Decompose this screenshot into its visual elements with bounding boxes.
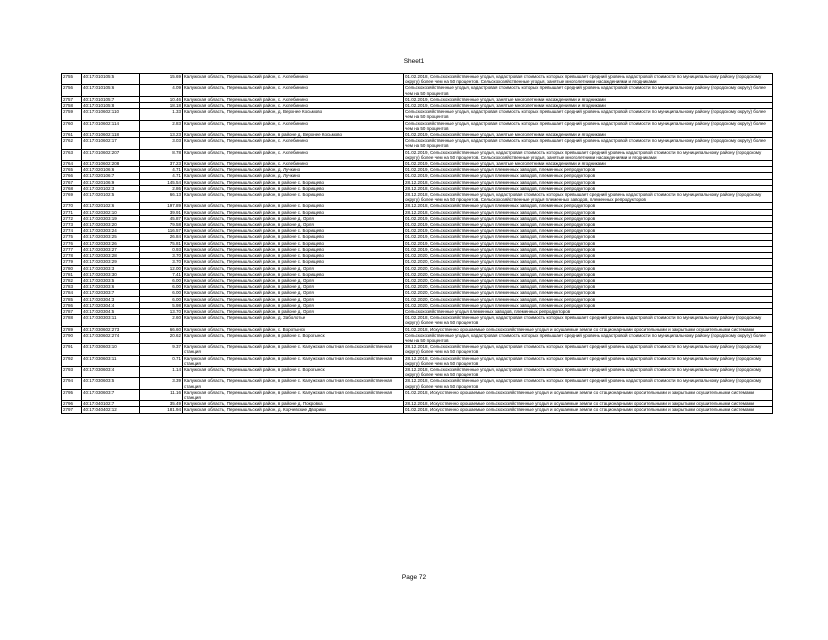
category-description-cell: 01.02.2018, Сельскохозяйственные угодья, кадастровая стоимость которых превышает средний уровень кадастровой стоимости по муниципальному району (городскому округу) более чем на 50 процентов. Сельскохозяйственные угодья, занятые многолетними насаждениями и ягодниками <box>404 74 773 85</box>
table-row <box>62 332 773 343</box>
category-description-cell: 01.02.2019, Сельскохозяйственные угодья, занятые многолетними насаждениями и ягодниками <box>404 103 773 109</box>
row-number-cell: 2797 <box>62 407 82 413</box>
row-number-cell: 2791 <box>62 344 82 355</box>
row-number-cell: 2794 <box>62 378 82 389</box>
cadastral-number-cell: 40:17:020304:3 <box>82 296 140 302</box>
category-description-cell: 01.02.2020, Сельскохозяйственные угодья племенных заводов, племенных репродукторов <box>404 265 773 271</box>
address-cell: Калужская область, Перемышльский район, в районе с. Борищево <box>183 179 404 185</box>
address-cell: Калужская область, Перемышльский район, в районе с. Калужская опытная сельскохозяйственная станция <box>183 355 404 366</box>
area-value-cell: 45.87 <box>140 215 183 221</box>
category-description-cell: 28.12.2018, Искусственно орошаемые сельскохозяйственные угодья и осушаемые земли со стационарными оросительными и закрытыми осушительными системами <box>404 401 773 407</box>
table-row <box>62 407 773 413</box>
category-description-cell: 01.02.2019, Сельскохозяйственные угодья племенных заводов, племенных репродукторов <box>404 240 773 246</box>
category-description-cell: 01.02.2020, Сельскохозяйственные угодья племенных заводов, племенных репродукторов <box>404 284 773 290</box>
address-cell: Калужская область, Перемышльский район, в районе с. Калужская опытная сельскохозяйственная станция <box>183 344 404 355</box>
address-cell: Калужская область, Перемышльский район, в районе д. Орля <box>183 222 404 228</box>
row-number-cell: 2795 <box>62 389 82 400</box>
category-description-cell: 01.02.2018, Искусственно орошаемые сельскохозяйственные угодья и осушаемые земли со стационарными оросительными и закрытыми осушительными системами <box>404 389 773 400</box>
cadastral-number-cell: 40:17:020303:7 <box>82 290 140 296</box>
cadastral-number-cell: 40:17:030303:11 <box>82 315 140 326</box>
category-description-cell: 01.02.2020, Сельскохозяйственные угодья племенных заводов, племенных репродукторов <box>404 271 773 277</box>
cadastral-number-cell: 40:17:010105:8 <box>82 103 140 109</box>
table-row <box>62 355 773 366</box>
row-number-cell: 2759 <box>62 109 82 120</box>
sheet-title: Sheet1 <box>403 58 425 65</box>
table-row <box>62 109 773 120</box>
cadastral-number-cell: 40:17:020106:9 <box>82 179 140 185</box>
row-number-cell: 2790 <box>62 332 82 343</box>
area-value-cell: 116.57 <box>140 228 183 234</box>
row-number-cell: 2761 <box>62 132 82 138</box>
address-cell: Калужская область, Перемышльский район, в районе д. Орля <box>183 215 404 221</box>
category-description-cell: 28.12.2018, Сельскохозяйственные угодья, кадастровая стоимость которых превышает средний уровень кадастровой стоимости по муниципальному району (городскому округу) более чем на 50 процентов <box>404 344 773 355</box>
area-value-cell: 1.14 <box>140 366 183 377</box>
area-value-cell: 13.23 <box>140 132 183 138</box>
cadastral-number-cell: 40:17:010602:207 <box>82 149 140 160</box>
row-number-cell: 2788 <box>62 315 82 326</box>
area-value-cell: 9.37 <box>140 344 183 355</box>
address-cell: Калужская область, Перемышльский район, в районе д. Орля <box>183 284 404 290</box>
area-value-cell: 75.81 <box>140 240 183 246</box>
address-cell: Калужская область, Перемышльский район, в районе д. Орля <box>183 290 404 296</box>
row-number-cell: 2786 <box>62 302 82 308</box>
cadastral-number-cell: 40:17:020303:3 <box>82 265 140 271</box>
category-description-cell: 28.12.2018, Сельскохозяйственные угодья племенных заводов, племенных репродукторов <box>404 209 773 215</box>
address-cell: Калужская область, Перемышльский район, в районе д. Верхнее Косьмово <box>183 132 404 138</box>
cadastral-number-cell: 40:17:020303:6 <box>82 284 140 290</box>
cadastral-number-cell: 40:17:030602:273 <box>82 326 140 332</box>
cadastral-number-cell: 40:17:030603:4 <box>82 366 140 377</box>
category-description-cell: 01.02.2019, Сельскохозяйственные угодья племенных заводов, племенных репродукторов <box>404 215 773 221</box>
table-row <box>62 389 773 400</box>
address-cell: Калужская область, Перемышльский район, д. Корчевские Дворики <box>183 407 404 413</box>
row-number-cell: 2777 <box>62 246 82 252</box>
area-value-cell: 2.60 <box>140 315 183 326</box>
row-number-cell: 2766 <box>62 173 82 179</box>
category-description-cell: 28.12.2018, Сельскохозяйственные угодья, кадастровая стоимость которых превышает средний уровень кадастровой стоимости по муниципальному району (городскому округу) более чем на 50 процентов. Сельскохозяйственные угодья племенных заводов, племенных репродукторов <box>404 192 773 203</box>
row-number-cell: 2781 <box>62 271 82 277</box>
address-cell: Калужская область, Перемышльский район, в районе с. Борищево <box>183 192 404 203</box>
cadastral-number-cell: 40:17:010105:6 <box>82 85 140 96</box>
address-cell: Калужская область, Перемышльский район, д. Лучкино <box>183 167 404 173</box>
row-number-cell: 2765 <box>62 167 82 173</box>
category-description-cell: 01.02.2019, Сельскохозяйственные угодья племенных заводов, племенных репродукторов <box>404 222 773 228</box>
cadastral-number-cell: 40:17:020303:30 <box>82 271 140 277</box>
area-value-cell: 1.33 <box>140 109 183 120</box>
cadastral-number-cell: 40:17:030603:10 <box>82 344 140 355</box>
address-cell: Калужская область, Перемышльский район, с. Ахлебинино <box>183 161 404 167</box>
cadastral-number-cell: 40:17:030603:11 <box>82 355 140 366</box>
category-description-cell: Сельскохозяйственные угодья, кадастровая стоимость которых превышает средний уровень кадастровой стоимости по муниципальному району (городскому округу) более чем на 50 процентов <box>404 109 773 120</box>
area-value-cell: 12.00 <box>140 265 183 271</box>
area-value-cell: 6.00 <box>140 284 183 290</box>
category-description-cell: 28.12.2018, Сельскохозяйственные угодья, кадастровая стоимость которых превышает средний уровень кадастровой стоимости по муниципальному району (городскому округу) более чем на 50 процентов <box>404 355 773 366</box>
category-description-cell: Сельскохозяйственные угодья, кадастровая стоимость которых превышает средний уровень кадастровой стоимости по муниципальному району (городскому округу) более чем на 50 процентов <box>404 120 773 131</box>
category-description-cell: 01.02.2020, Сельскохозяйственные угодья племенных заводов, племенных репродукторов <box>404 253 773 259</box>
category-description-cell: 01.02.2020, Сельскохозяйственные угодья племенных заводов, племенных репродукторов <box>404 302 773 308</box>
row-number-cell: 2778 <box>62 253 82 259</box>
category-description-cell: 01.02.2020, Сельскохозяйственные угодья племенных заводов, племенных репродукторов <box>404 290 773 296</box>
row-number-cell: 2787 <box>62 308 82 314</box>
row-number-cell: 2774 <box>62 228 82 234</box>
category-description-cell: 01.02.2019, Сельскохозяйственные угодья, кадастровая стоимость которых превышает средний уровень кадастровой стоимости по муниципальному району (городскому округу) более чем на 50 процентов. Сельскохозяйственные угодья, занятые многолетними насаждениями и ягодниками <box>404 149 773 160</box>
row-number-cell: 2770 <box>62 203 82 209</box>
address-cell: Калужская область, Перемышльский район, д. Верхнее Косьмово <box>183 109 404 120</box>
address-cell: Калужская область, Перемышльский район, с. Ахлебинино <box>183 74 404 85</box>
cadastral-number-cell: 40:17:020303:24 <box>82 228 140 234</box>
table-row <box>62 120 773 131</box>
address-cell: Калужская область, Перемышльский район, в районе д. Орля <box>183 265 404 271</box>
row-number-cell: 2768 <box>62 185 82 191</box>
category-description-cell: 01.02.2018, Искусственно орошаемые сельскохозяйственные угодья и осушаемые земли со стационарными оросительными и закрытыми осушительными системами <box>404 407 773 413</box>
table-row <box>62 344 773 355</box>
area-value-cell: 2.86 <box>140 185 183 191</box>
row-number-cell: 2760 <box>62 120 82 131</box>
row-number-cell: 2775 <box>62 234 82 240</box>
address-cell: Калужская область, Перемышльский район, в районе с. Борищево <box>183 234 404 240</box>
cadastral-number-cell: 40:17:020304:4 <box>82 302 140 308</box>
area-value-cell: 66.60 <box>140 326 183 332</box>
row-number-cell: 2755 <box>62 74 82 85</box>
area-value-cell: 3.39 <box>140 378 183 389</box>
category-description-cell: 01.02.2019, Сельскохозяйственные угодья племенных заводов, племенных репродукторов <box>404 234 773 240</box>
category-description-cell: 01.02.2019, Сельскохозяйственные угодья племенных заводов, племенных репродукторов <box>404 246 773 252</box>
table-row <box>62 192 773 203</box>
address-cell: Калужская область, Перемышльский район, с. Ахлебинино <box>183 120 404 131</box>
area-value-cell: 18.18 <box>140 103 183 109</box>
cadastral-number-cell: 40:17:020303:20 <box>82 222 140 228</box>
category-description-cell: Сельскохозяйственные угодья племенных заводов, племенных репродукторов <box>404 308 773 314</box>
land-parcels-table <box>61 73 773 414</box>
cadastral-number-cell: 40:17:020106:7 <box>82 173 140 179</box>
cadastral-number-cell: 40:17:010602:110 <box>82 109 140 120</box>
page-number: Page 72 <box>401 574 427 581</box>
category-description-cell: 01.02.2020, Сельскохозяйственные угодья племенных заводов, племенных репродукторов <box>404 277 773 283</box>
cadastral-number-cell: 40:17:020303:27 <box>82 246 140 252</box>
cadastral-number-cell: 40:17:020304:5 <box>82 308 140 314</box>
area-value-cell: 8.78 <box>140 149 183 160</box>
address-cell: Калужская область, Перемышльский район, д. Лучкино <box>183 173 404 179</box>
category-description-cell: 01.02.2019, Сельскохозяйственные угодья племенных заводов, племенных репродукторов <box>404 173 773 179</box>
area-value-cell: 39.91 <box>140 209 183 215</box>
area-value-cell: 11.16 <box>140 389 183 400</box>
category-description-cell: 01.02.2018, Искусственно орошаемые сельскохозяйственные угодья и осушаемые земли со стационарными оросительными и закрытыми осушительными системами <box>404 326 773 332</box>
row-number-cell: 2769 <box>62 192 82 203</box>
cadastral-number-cell: 40:17:040102:7 <box>82 401 140 407</box>
address-cell: Калужская область, Перемышльский район, в районе с. Борищево <box>183 209 404 215</box>
cadastral-number-cell: 40:17:020303:26 <box>82 240 140 246</box>
address-cell: Калужская область, Перемышльский район, в районе с. Ворогынск <box>183 366 404 377</box>
category-description-cell: 01.02.2020, Сельскохозяйственные угодья племенных заводов, племенных репродукторов <box>404 296 773 302</box>
area-value-cell: 2.83 <box>140 120 183 131</box>
address-cell: Калужская область, Перемышльский район, с. Ахлебинино <box>183 96 404 102</box>
category-description-cell: Сельскохозяйственные угодья, кадастровая стоимость которых превышает средний уровень кадастровой стоимости по муниципальному району (городскому округу) более чем на 50 процентов <box>404 332 773 343</box>
cadastral-number-cell: 40:17:020303:28 <box>82 253 140 259</box>
cadastral-number-cell: 40:17:030603:5 <box>82 378 140 389</box>
cadastral-number-cell: 40:17:020102:3 <box>82 185 140 191</box>
area-value-cell: 10.46 <box>140 96 183 102</box>
area-value-cell: 0.71 <box>140 355 183 366</box>
row-number-cell: 2757 <box>62 96 82 102</box>
area-value-cell: 79.58 <box>140 222 183 228</box>
address-cell: Калужская область, Перемышльский район, в районе с. Борищево <box>183 228 404 234</box>
row-number-cell: 2767 <box>62 179 82 185</box>
table-row <box>62 378 773 389</box>
address-cell: Калужская область, Перемышльский район, в районе с. Борищево <box>183 271 404 277</box>
row-number-cell: 2785 <box>62 296 82 302</box>
cadastral-number-cell: 40:17:010105:7 <box>82 96 140 102</box>
area-value-cell: 66.13 <box>140 192 183 203</box>
area-value-cell: 13.70 <box>140 308 183 314</box>
category-description-cell: Сельскохозяйственные угодья, кадастровая стоимость которых превышает средний уровень кадастровой стоимости по муниципальному району (городскому округу) более чем на 50 процентов <box>404 138 773 149</box>
category-description-cell: 28.12.2018, Сельскохозяйственные угодья племенных заводов, племенных репродукторов <box>404 203 773 209</box>
area-value-cell: 6.00 <box>140 277 183 283</box>
address-cell: Калужская область, Перемышльский район, д. Заболотье <box>183 315 404 326</box>
row-number-cell: 2762 <box>62 138 82 149</box>
area-value-cell: 181.94 <box>140 407 183 413</box>
row-number-cell: 2771 <box>62 209 82 215</box>
row-number-cell: 2796 <box>62 401 82 407</box>
address-cell: Калужская область, Перемышльский район, с. Ахлебинино <box>183 138 404 149</box>
table-row <box>62 85 773 96</box>
area-value-cell: 3.03 <box>140 138 183 149</box>
area-value-cell: 4.71 <box>140 173 183 179</box>
address-cell: Калужская область, Перемышльский район, в районе с. Борищево <box>183 246 404 252</box>
cadastral-number-cell: 40:17:010602:17 <box>82 138 140 149</box>
cadastral-number-cell: 40:17:020303:19 <box>82 215 140 221</box>
address-cell: Калужская область, Перемышльский район, в районе с. Ворогынск <box>183 332 404 343</box>
address-cell: Калужская область, Перемышльский район, с. Ахлебинино <box>183 103 404 109</box>
category-description-cell: 28.12.2018, Сельскохозяйственные угодья племенных заводов, племенных репродукторов <box>404 185 773 191</box>
cadastral-number-cell: 40:17:020106:6 <box>82 167 140 173</box>
cadastral-number-cell: 40:17:040402:12 <box>82 407 140 413</box>
area-value-cell: 26.84 <box>140 234 183 240</box>
row-number-cell: 2780 <box>62 265 82 271</box>
area-value-cell: 6.00 <box>140 296 183 302</box>
row-number-cell: 2773 <box>62 222 82 228</box>
address-cell: Калужская область, Перемышльский район, с. Воротынск <box>183 326 404 332</box>
category-description-cell: 28.12.2018, Сельскохозяйственные угодья, кадастровая стоимость которых превышает средний уровень кадастровой стоимости по муниципальному району (городскому округу) более чем на 50 процентов <box>404 378 773 389</box>
row-number-cell: 2779 <box>62 259 82 265</box>
area-value-cell: 20.62 <box>140 332 183 343</box>
row-number-cell: 2772 <box>62 215 82 221</box>
cadastral-number-cell: 40:17:030602:274 <box>82 332 140 343</box>
area-value-cell: 4.71 <box>140 167 183 173</box>
category-description-cell: 01.02.2019, Сельскохозяйственные угодья, занятые многолетними насаждениями и ягодниками <box>404 132 773 138</box>
row-number-cell: 2758 <box>62 103 82 109</box>
address-cell: Калужская область, Перемышльский район, в районе с. Борищево <box>183 253 404 259</box>
category-description-cell: 01.02.2020, Сельскохозяйственные угодья племенных заводов, племенных репродукторов <box>404 259 773 265</box>
table-row <box>62 74 773 85</box>
address-cell: Калужская область, Перемышльский район, в районе с. Борищево <box>183 203 404 209</box>
address-cell: Калужская область, Перемышльский район, в районе с. Калужская опытная сельскохозяйственная станция <box>183 389 404 400</box>
row-number-cell: 2763 <box>62 149 82 160</box>
area-value-cell: 197.89 <box>140 203 183 209</box>
address-cell: Калужская область, Перемышльский район, в районе с. Калужская опытная сельскохозяйственная станция <box>183 378 404 389</box>
area-value-cell: 37.23 <box>140 161 183 167</box>
row-number-cell: 2776 <box>62 240 82 246</box>
cadastral-number-cell: 40:17:030603:7 <box>82 389 140 400</box>
cadastral-number-cell: 40:17:020303:5 <box>82 277 140 283</box>
category-description-cell: 01.02.2019, Сельскохозяйственные угодья, занятые многолетними насаждениями и ягодниками <box>404 161 773 167</box>
row-number-cell: 2764 <box>62 161 82 167</box>
area-value-cell: 145.54 <box>140 179 183 185</box>
address-cell: Калужская область, Перемышльский район, в районе с. Борищево <box>183 240 404 246</box>
row-number-cell: 2783 <box>62 284 82 290</box>
cadastral-number-cell: 40:17:010602:114 <box>82 120 140 131</box>
cadastral-number-cell: 40:17:020303:25 <box>82 234 140 240</box>
address-cell: Калужская область, Перемышльский район, в районе д. Орля <box>183 302 404 308</box>
area-value-cell: 7.41 <box>140 271 183 277</box>
row-number-cell: 2784 <box>62 290 82 296</box>
row-number-cell: 2756 <box>62 85 82 96</box>
address-cell: Калужская область, Перемышльский район, с. Ахлебинино <box>183 85 404 96</box>
cadastral-number-cell: 40:17:010602:208 <box>82 161 140 167</box>
row-number-cell: 2782 <box>62 277 82 283</box>
area-value-cell: 15.69 <box>140 74 183 85</box>
address-cell: Калужская область, Перемышльский район, в районе с. Борищево <box>183 185 404 191</box>
category-description-cell: 01.02.2018, Сельскохозяйственные угодья, кадастровая стоимость которых превышает средний уровень кадастровой стоимости по муниципальному району (городскому округу) более чем на 50 процентов <box>404 315 773 326</box>
address-cell: Калужская область, Перемышльский район, в районе д. Орля <box>183 308 404 314</box>
cadastral-number-cell: 40:17:020302:10 <box>82 209 140 215</box>
area-value-cell: 3.70 <box>140 253 183 259</box>
category-description-cell: 01.02.2019, Сельскохозяйственные угодья племенных заводов, племенных репродукторов <box>404 228 773 234</box>
address-cell: Калужская область, Перемышльский район, в районе д. Орля <box>183 296 404 302</box>
cadastral-number-cell: 40:17:020102:5 <box>82 192 140 203</box>
address-cell: Калужская область, Перемышльский район, в районе д. Орля <box>183 277 404 283</box>
area-value-cell: 0.93 <box>140 246 183 252</box>
row-number-cell: 2792 <box>62 355 82 366</box>
cadastral-number-cell: 40:17:020102:6 <box>82 203 140 209</box>
table-row <box>62 366 773 377</box>
category-description-cell: 01.02.2019, Сельскохозяйственные угодья племенных заводов, племенных репродукторов <box>404 167 773 173</box>
table-body <box>62 74 773 414</box>
cadastral-number-cell: 40:17:020303:29 <box>82 259 140 265</box>
cadastral-number-cell: 40:17:010602:118 <box>82 132 140 138</box>
table-row <box>62 138 773 149</box>
category-description-cell: 28.12.2018, Сельскохозяйственные угодья, кадастровая стоимость которых превышает средний уровень кадастровой стоимости по муниципальному району (городскому округу) более чем на 50 процентов <box>404 366 773 377</box>
category-description-cell: 01.02.2019, Сельскохозяйственные угодья, занятые многолетними насаждениями и ягодниками <box>404 96 773 102</box>
address-cell: Калужская область, Перемышльский район, в районе с. Борищево <box>183 259 404 265</box>
area-value-cell: 5.98 <box>140 302 183 308</box>
area-value-cell: 35.49 <box>140 401 183 407</box>
table-row <box>62 149 773 160</box>
area-value-cell: 3.70 <box>140 259 183 265</box>
area-value-cell: 4.09 <box>140 85 183 96</box>
area-value-cell: 6.00 <box>140 290 183 296</box>
address-cell: Калужская область, Перемышльский район, в районе д. Покровка <box>183 401 404 407</box>
cadastral-number-cell: 40:17:010105:5 <box>82 74 140 85</box>
row-number-cell: 2789 <box>62 326 82 332</box>
category-description-cell: 28.12.2018, Сельскохозяйственные угодья племенных заводов, племенных репродукторов <box>404 179 773 185</box>
row-number-cell: 2793 <box>62 366 82 377</box>
category-description-cell: Сельскохозяйственные угодья, кадастровая стоимость которых превышает средний уровень кадастровой стоимости по муниципальному району (городскому округу) более чем на 50 процентов <box>404 85 773 96</box>
address-cell: Калужская область, Перемышльский район, с. Ахлебинино <box>183 149 404 160</box>
table-row <box>62 315 773 326</box>
